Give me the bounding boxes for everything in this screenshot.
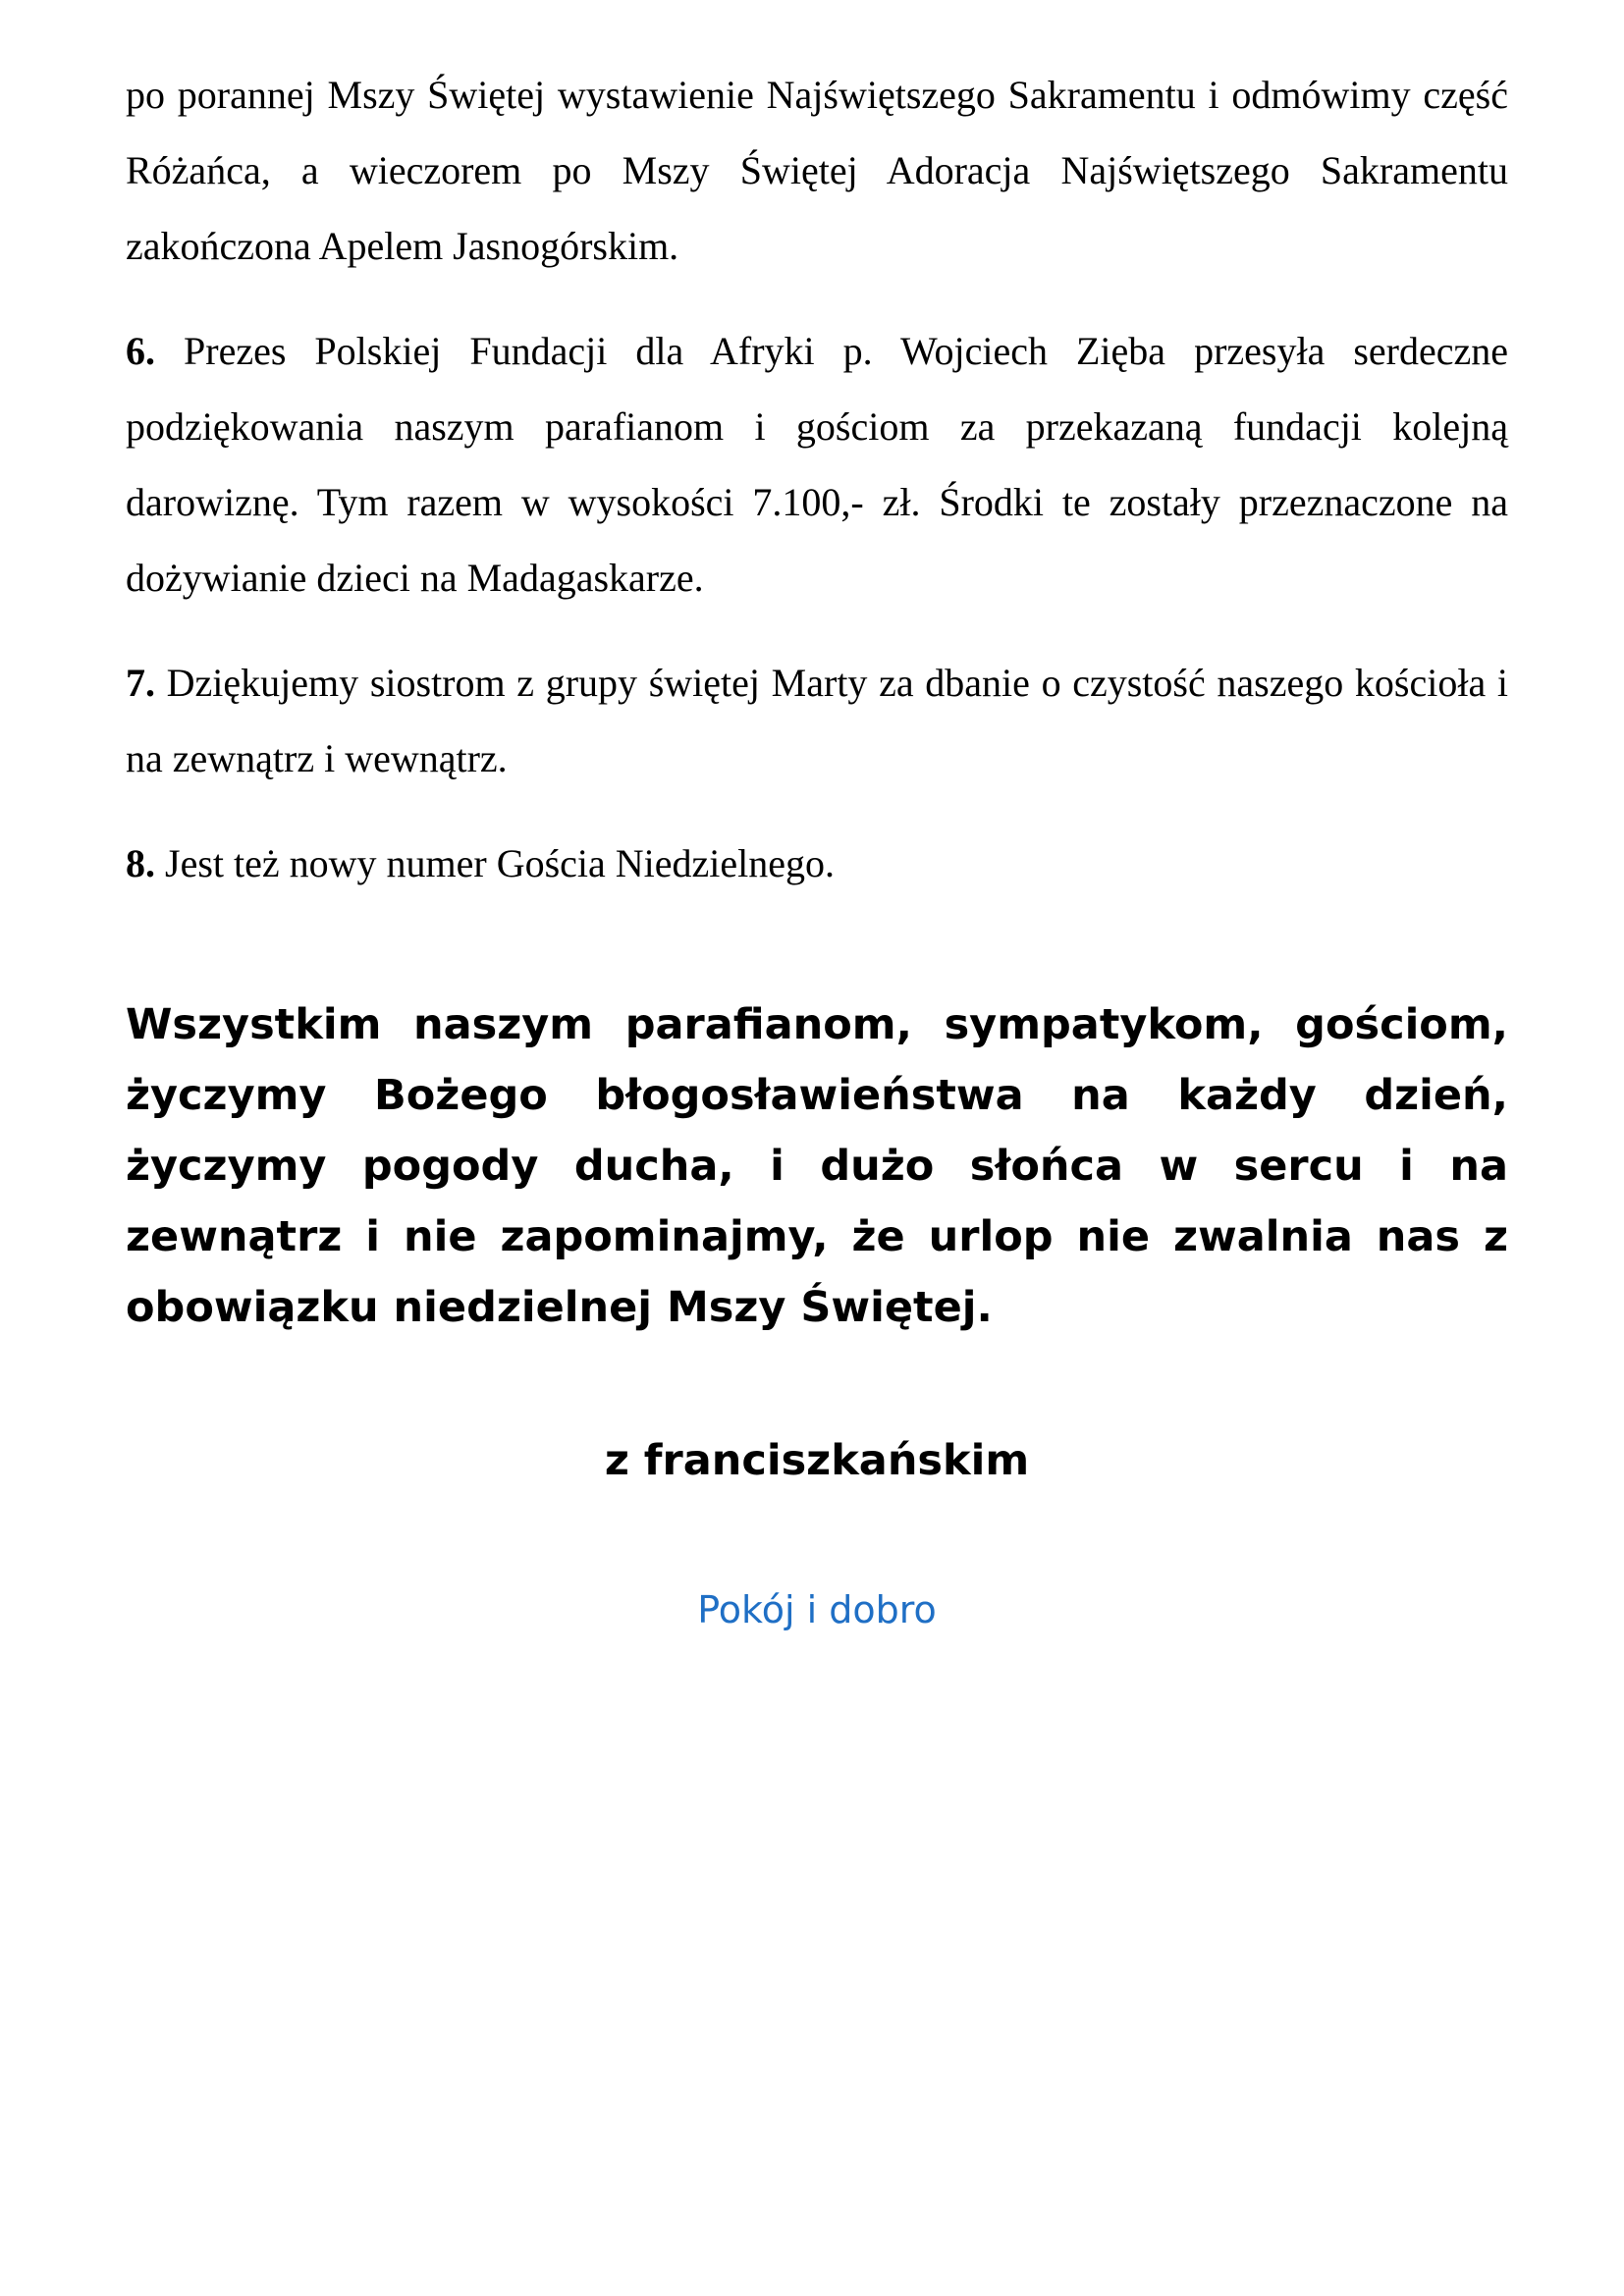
- announcement-8: [126, 826, 1508, 901]
- announcement-text: Prezes Polskiej Fundacji dla Afryki p. Wojciech Zięba przesyła serdeczne podziękowania naszym parafianom i gościom za przekazaną fundacji kolejną darowiznę. Tym razem w wysokości 7.100,- zł. Środki te zostały przeznaczone na dożywianie dzieci na Madagaskarze.: [126, 329, 1508, 600]
- announcement-number: 7.: [126, 661, 155, 705]
- announcement-7: [126, 645, 1508, 796]
- announcement-text: po porannej Mszy Świętej wystawienie Najświętszego Sakramentu i odmówimy część Różańca, a wieczorem po Mszy Świętej Adoracja Najświętszego Sakramentu zakończona Apelem Jasnogórskim.: [126, 73, 1508, 268]
- announcement-number: 6.: [126, 329, 155, 373]
- announcement-6: [126, 313, 1508, 615]
- announcement-number: 8.: [126, 841, 155, 885]
- peace-greeting: Pokój i dobro: [697, 1588, 937, 1631]
- announcement-text: Jest też nowy numer Gościa Niedzielnego.: [155, 841, 836, 885]
- announcement-text: Dziękujemy siostrom z grupy świętej Marty za dbanie o czystość naszego kościoła i na zewnątrz i wewnątrz.: [126, 661, 1508, 780]
- closing-wish: Wszystkim naszym parafianom, sympatykom, gościom, życzymy Bożego błogosławieństwa na każdy dzień, życzymy pogody ducha, i dużo słońca w sercu i na zewnątrz i nie zapominajmy, że urlop nie zwalnia nas z obowiązku niedzielnej Mszy Świętej.: [126, 1000, 1508, 1332]
- signoff: z franciszkańskim: [604, 1436, 1030, 1485]
- announcement-continuation: [126, 57, 1508, 284]
- announcements-content: [126, 57, 1508, 1636]
